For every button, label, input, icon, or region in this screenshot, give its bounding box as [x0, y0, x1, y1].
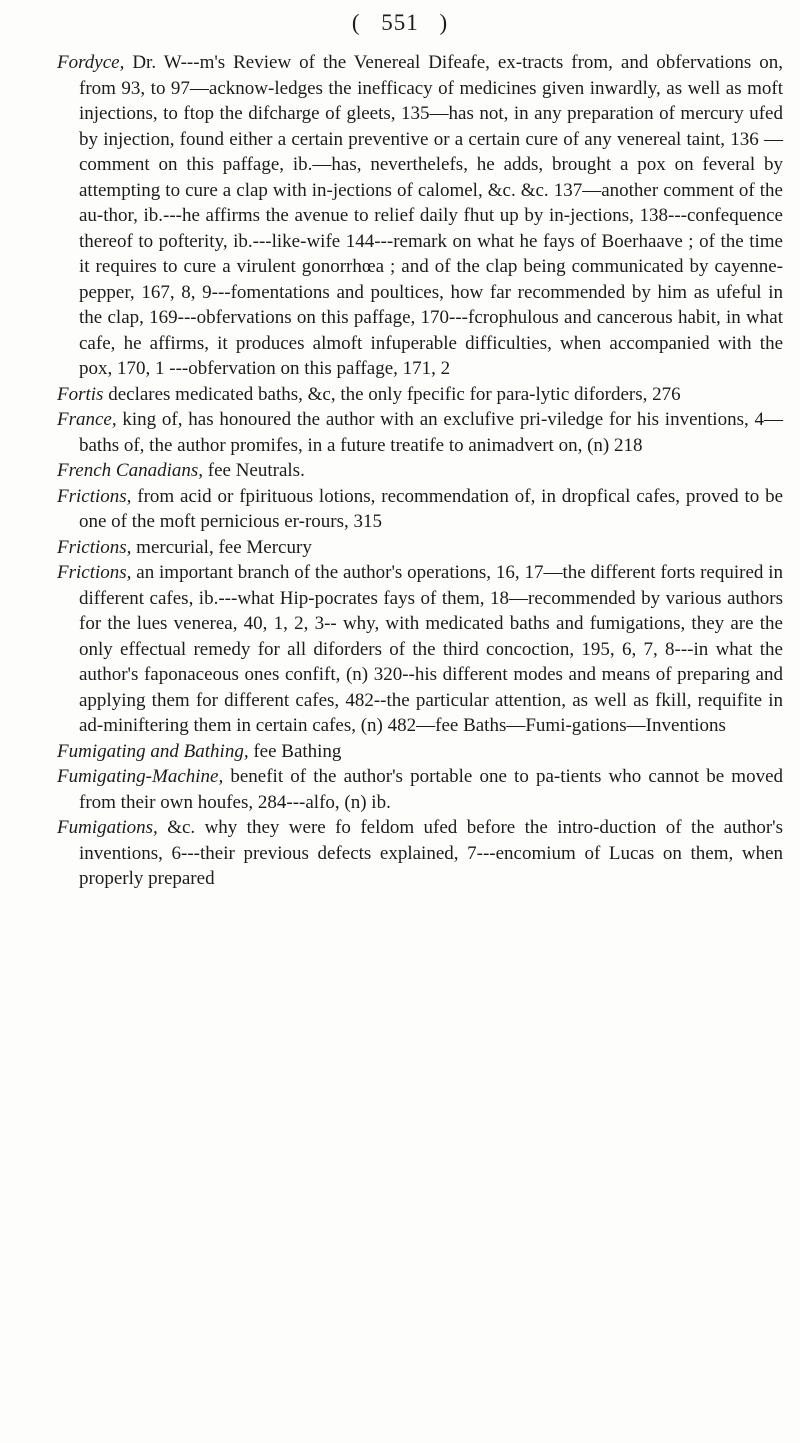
entry-text: fee Bathing	[248, 740, 342, 762]
entry-text: Dr. W---m's Review of the Venereal Difeafe, ex-tracts from, and obfervations on, from 93, to 97—acknow-ledges the inefficacy of medicines given inwardly, as well as moft injections, to ftop the difcharge of gleets, 135—has not, in any preparation of mercury ufed by injection, found either a certain preventive or a certain cure of any venereal taint, 136 — comment on this paffage, ib.—has, neverthelefs, he adds, brought a pox on feveral by attempting to cure a clap with in-jections of calomel, &c. &c. 137—another comment of the au-thor, ib.---he affirms the avenue to relief daily fhut up by in-jections, 138---confequence thereof to pofterity, ib.---like-wife 144---remark on what he fays of Boerhaave ; of the time it requires to cure a virulent gonorrhœa ; and of the clap being communicated by cayenne-pepper, 167, 8, 9---fomentations and poultices, how far recommended by him as ufeful in the clap, 169---obfervations on this paffage, 170---fcrophulous and cancerous habit, in what cafe, he affirms, it produces almoft infuperable difficulties, when accompanied with the pox, 170, 1 ---obfervation on this paffage, 171, 2	[79, 52, 783, 379]
index-entry-frictions-lotions	[57, 484, 783, 535]
index-entry-french-canadians	[57, 458, 783, 484]
entry-text: king of, has honoured the author with an exclufive pri-viledge for his inventions, 4—baths of, the author promifes, in a future treatife to animadvert on, (n) 218	[79, 409, 783, 456]
entry-heading: Fumigating and Bathing,	[57, 740, 249, 762]
entry-text: an important branch of the author's operations, 16, 17—the different forts required in different cafes, ib.---what Hip-pocrates fays of them, 18—recommended by various authors for the lues venerea, 40, 1, 2, 3-- why, with medicated baths and fumigations, they are the only effectual remedy for all diforders of the third concoction, 195, 6, 7, 8---in what the author's faponaceous ones confift, (n) 320--his different modes and means of preparing and applying them for different cafes, 482--the particular attention, as well as fkill, requifite in ad-miniftering them in certain cafes, (n) 482—fee Baths—Fumi-gations—Inventions	[79, 562, 783, 736]
index-entry-frictions-mercurial	[57, 535, 783, 561]
entry-text: &c. why they were fo feldom ufed before the intro-duction of the author's inventions, 6---their previous defects explained, 7---encomium of Lucas on them, when properly prepared	[79, 817, 783, 889]
page-number-value: 551	[381, 10, 419, 35]
index-entry-fordyce	[57, 50, 783, 382]
page-number	[0, 10, 800, 36]
entry-heading: Frictions,	[57, 536, 132, 558]
index-entry-fumigating-machine	[57, 764, 783, 815]
index-entry-france	[57, 407, 783, 458]
entry-text: declares medicated baths, &c, the only fpecific for para-lytic diforders, 276	[103, 383, 681, 405]
entry-heading: Fumigations,	[57, 817, 158, 838]
entry-heading: Fordyce,	[57, 52, 125, 73]
entry-heading: Fumigating-Machine,	[57, 766, 224, 787]
entry-heading: French Canadians,	[57, 460, 204, 481]
entry-text: from acid or fpirituous lotions, recommendation of, in dropfical cafes, proved to be one of the moft pernicious er-rours, 315	[79, 485, 783, 532]
entry-heading: Frictions,	[57, 562, 132, 583]
index-entry-fumigating-bathing	[57, 739, 783, 765]
index-entry-fumigations	[57, 815, 783, 892]
index-entries	[57, 50, 783, 892]
page-number-open-paren: (	[351, 10, 361, 35]
entry-heading: Frictions,	[57, 485, 132, 507]
entry-text: mercurial, fee Mercury	[131, 536, 312, 558]
index-entry-frictions-operations	[57, 560, 783, 739]
entry-text: fee Neutrals.	[203, 460, 305, 481]
entry-text: benefit of the author's portable one to pa-tients who cannot be moved from their own houfes, 284---alfo, (n) ib.	[79, 766, 783, 813]
entry-heading: Fortis	[57, 383, 104, 405]
index-entry-fortis	[57, 382, 783, 408]
page-number-close-paren: )	[439, 10, 449, 35]
entry-heading: France,	[57, 409, 117, 430]
